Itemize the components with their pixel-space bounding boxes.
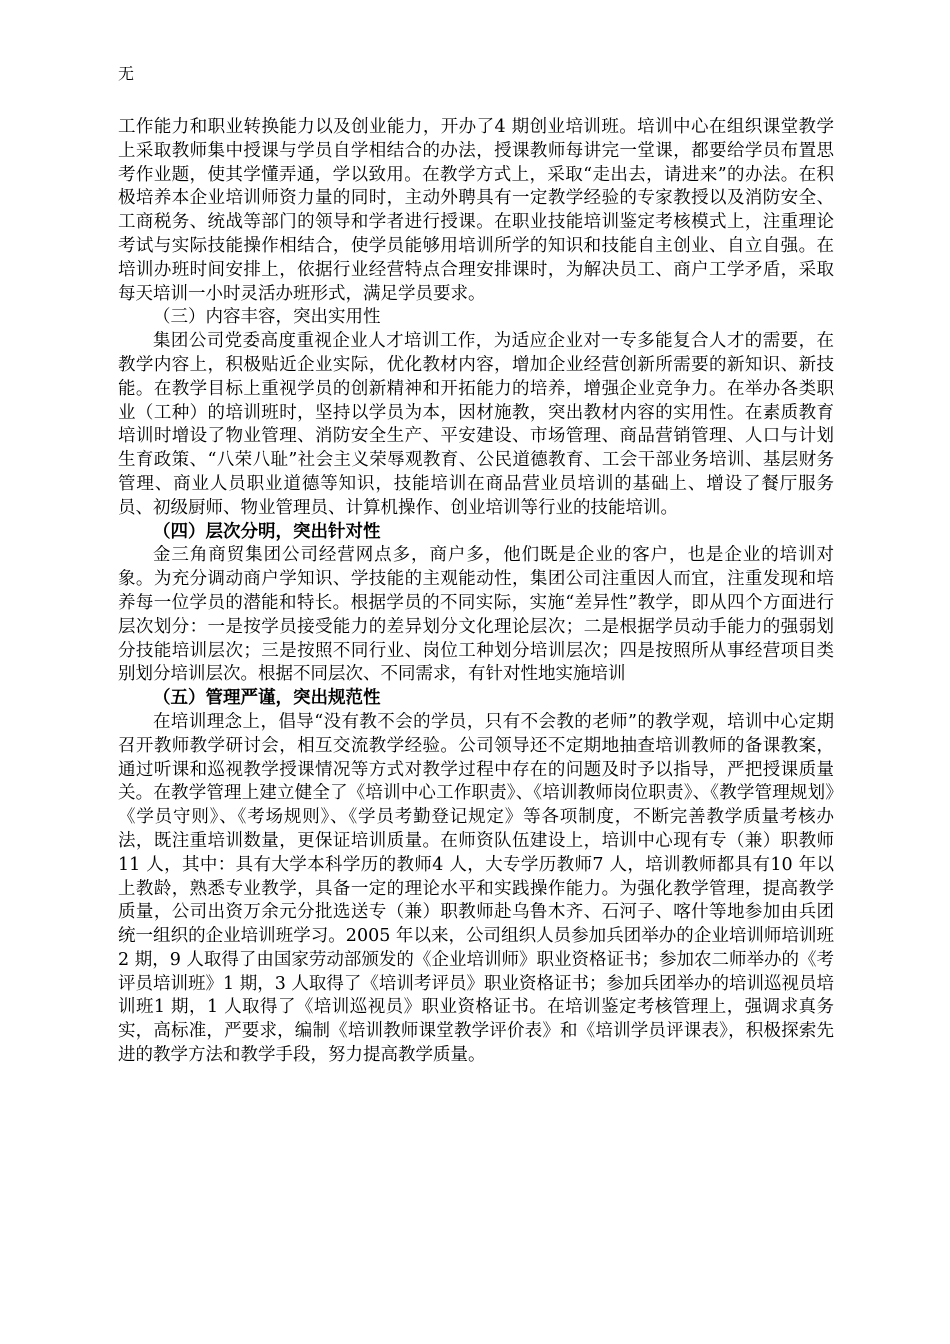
section-heading-5: （五）管理严谨，突出规范性 <box>153 688 381 709</box>
section-heading-3: （三）内容丰容，突出实用性 <box>153 307 381 328</box>
page-header: 无 <box>118 64 135 83</box>
section-heading-4: （四）层次分明，突出针对性 <box>153 521 381 542</box>
document-body <box>118 116 834 1068</box>
paragraph-levels: 金三角商贸集团公司经营网点多，商户多，他们既是企业的客户，也是企业的培训对象。为充分调动商户学知识、学技能的主观能动性，集团公司注重因人而宜，注重发现和培养每一位学员的潜能和特长。根据学员的不同实际，实施“差异性”教学，即从四个方面进行层次划分：一是按学员接受能力的差异划分文化理论层次；二是根据学员动手能力的强弱划分技能培训层次；三是按照不同行业、岗位工种划分培训层次；四是按照所从事经营项目类别划分培训层次。根据不同层次、不同需求，有针对性地实施培训 <box>118 545 834 685</box>
paragraph-content: 集团公司党委高度重视企业人才培训工作，为适应企业对一专多能复合人才的需要，在教学内容上，积极贴近企业实际，优化教材内容，增加企业经营创新所需要的新知识、新技能。在教学目标上重视学员的创新精神和开拓能力的培养，增强企业竞争力。在举办各类职业（工种）的培训班时，坚持以学员为本，因材施教，突出教材内容的实用性。在素质教育培训时增设了物业管理、消防安全生产、平安建设、市场管理、商品营销管理、人口与计划生育政策、“八荣八耻”社会主义荣辱观教育、公民道德教育、工会干部业务培训、基层财务管理、商业人员职业道德等知识，技能培训在商品营业员培训的基础上、增设了餐厅服务员、初级厨师、物业管理员、计算机操作、创业培训等行业的技能培训。 <box>118 331 834 518</box>
paragraph-management: 在培训理念上，倡导“没有教不会的学员，只有不会教的老师”的教学观，培训中心定期召开教师教学研讨会，相互交流教学经验。公司领导还不定期地抽查培训教师的备课教案，通过听课和巡视教学授课情况等方式对教学过程中存在的问题及时予以指导，严把授课质量关。在教学管理上建立健全了《培训中心工作职责》、《培训教师岗位职责》、《教学管理规划》《学员守则》、《考场规则》、《学员考勤登记规定》等各项制度，不断完善教学质量考核办法，既注重培训数量，更保证培训质量。在师资队伍建设上，培训中心现有专（兼）职教师11 人，其中：具有大学本科学历的教师4 人，大专学历教师7 人，培训教师都具有10 年以上教龄，熟悉专业教学，具备一定的理论水平和实践操作能力。为强化教学管理，提高教学质量，公司出资万余元分批选送专（兼）职教师赴乌鲁木齐、石河子、喀什等地参加由兵团统一组织的企业培训班学习。2005 年以来，公司组织人员参加兵团举办的企业培训师培训班2 期，9 人取得了由国家劳动部颁发的《企业培训师》职业资格证书；参加农二师举办的《考评员培训班》1 期，3 人取得了《培训考评员》职业资格证书；参加兵团举办的培训巡视员培训班1 期，1 人取得了《培训巡视员》职业资格证书。在培训鉴定考核管理上，强调求真务实，高标准，严要求，编制《培训教师课堂教学评价表》和《培训学员评课表》，积极探索先进的教学方法和教学手段，努力提高教学质量。 <box>118 711 834 1066</box>
paragraph-training-methods: 工作能力和职业转换能力以及创业能力，开办了4 期创业培训班。培训中心在组织课堂教学上采取教师集中授课与学员自学相结合的办法，授课教师每讲完一堂课，都要给学员布置思考作业题，使其学懂弄通，学以致用。在教学方式上，采取“走出去，请进来”的办法。在积极培养本企业培训师资力量的同时，主动外聘具有一定教学经验的专家教授以及消防安全、工商税务、统战等部门的领导和学者进行授课。在职业技能培训鉴定考核模式上，注重理论考试与实际技能操作相结合，使学员能够用培训所学的知识和技能自主创业、自立自强。在培训办班时间安排上，依据行业经营特点合理安排课时，为解决员工、商户工学矛盾，采取每天培训一小时灵活办班形式，满足学员要求。 <box>118 117 834 304</box>
